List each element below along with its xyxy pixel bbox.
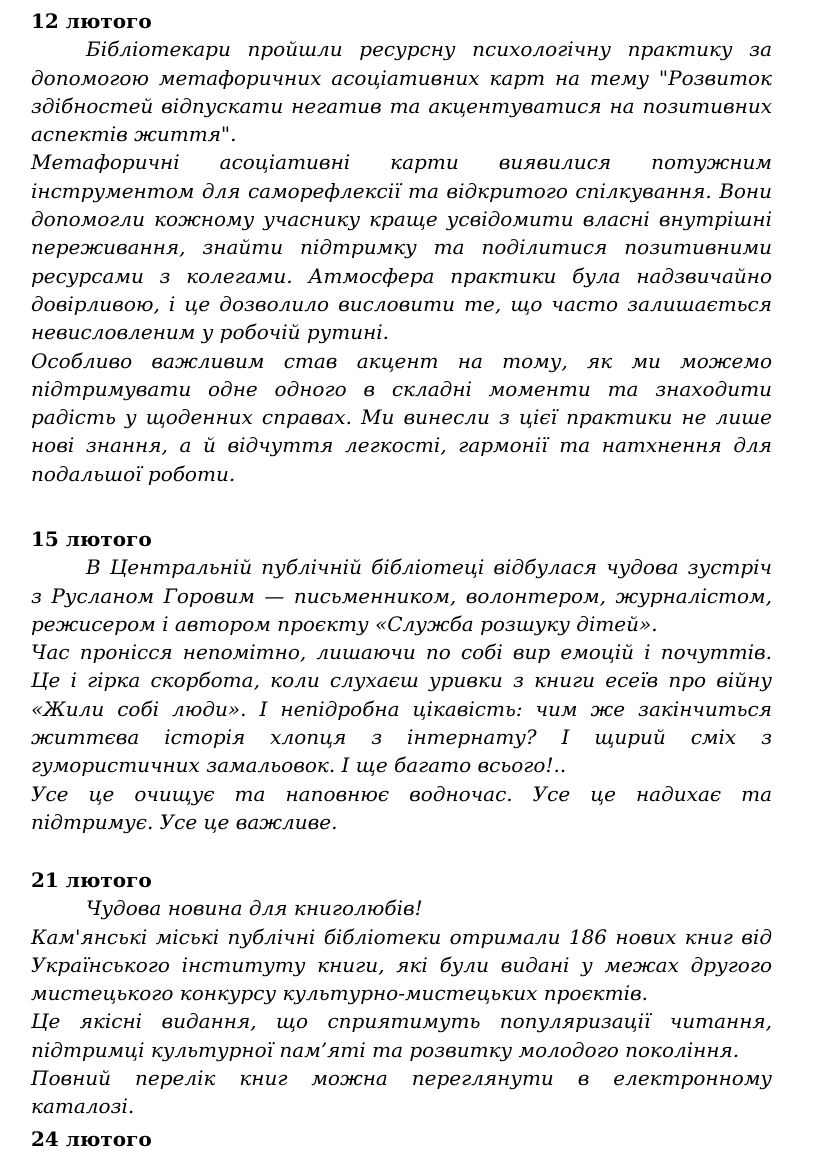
entry-date-heading: 12 лютого <box>31 9 152 33</box>
entry-paragraph: Бібліотекари пройшли ресурсну психологічну практику за допомогою метафоричних асоціативних карт на тему "Розвиток здібностей відпускати негатив та акцентуватися на позитивних аспектів життя". <box>31 37 772 147</box>
entry-date-heading: 15 лютого <box>31 527 152 551</box>
diary-entry-feb-12 <box>31 7 772 488</box>
diary-entry-feb-24 <box>31 1125 772 1153</box>
diary-entry-feb-15 <box>31 525 772 836</box>
entry-paragraph: Повний перелік книг можна переглянути в електронному каталозі. <box>31 1066 772 1119</box>
entry-paragraph: Метафоричні асоціативні карти виявилися потужним інструментом для саморефлексії та відкритого спілкування. Вони допомогли кожному учаснику краще усвідомити власні внутрішні переживання, знайти підтримку та поділитися позитивними ресурсами з колегами. Атмосфера практики була надзвичайно довірливою, і це дозволило висловити те, що часто залишається невисловленим у робочій рутині. <box>31 150 772 345</box>
entry-paragraph: Це якісні видання, що сприятимуть популяризації читання, підтримці культурної пам’яті та розвитку молодого покоління. <box>31 1009 772 1062</box>
entry-paragraph: Кам'янські міські публічні бібліотеки отримали 186 нових книг від Українського інституту книги, які були видані у межах другого мистецького конкурсу культурно-мистецьких проєктів. <box>31 924 772 1006</box>
entry-paragraph: Час пронісся непомітно, лишаючи по собі вир емоцій і почуттів. Це і гірка скорбота, коли слухаєш уривки з книги есеїв про війну «Жили собі люди». І непідробна цікавість: чим же закінчиться життєва історія хлопця з інтернату? І щирий сміх з гумористичних замальовок. І ще багато всього!.. <box>31 640 772 778</box>
entry-date-heading: 21 лютого <box>31 868 152 892</box>
entry-paragraph: Усе це очищує та наповнює водночас. Усе це надихає та підтримує. Усе це важливе. <box>31 781 772 834</box>
entry-paragraph: Особливо важливим став акцент на тому, як ми можемо підтримувати одне одного в складні моменти та знаходити радість у щоденних справах. Ми винесли з цієї практики не лише нові знання, а й відчуття легкості, гармонії та натхнення для подальшої роботи. <box>31 348 772 486</box>
entry-paragraph: В Центральній публічній бібліотеці відбулася чудова зустріч з Русланом Горовим — письменником, волонтером, журналістом, режисером і автором проєкту «Служба розшуку дітей». <box>31 555 772 636</box>
entry-paragraph: Чудова новина для книголюбів! <box>86 896 423 921</box>
diary-entry-feb-21 <box>31 866 772 1121</box>
entry-date-heading: 24 лютого <box>31 1127 152 1151</box>
